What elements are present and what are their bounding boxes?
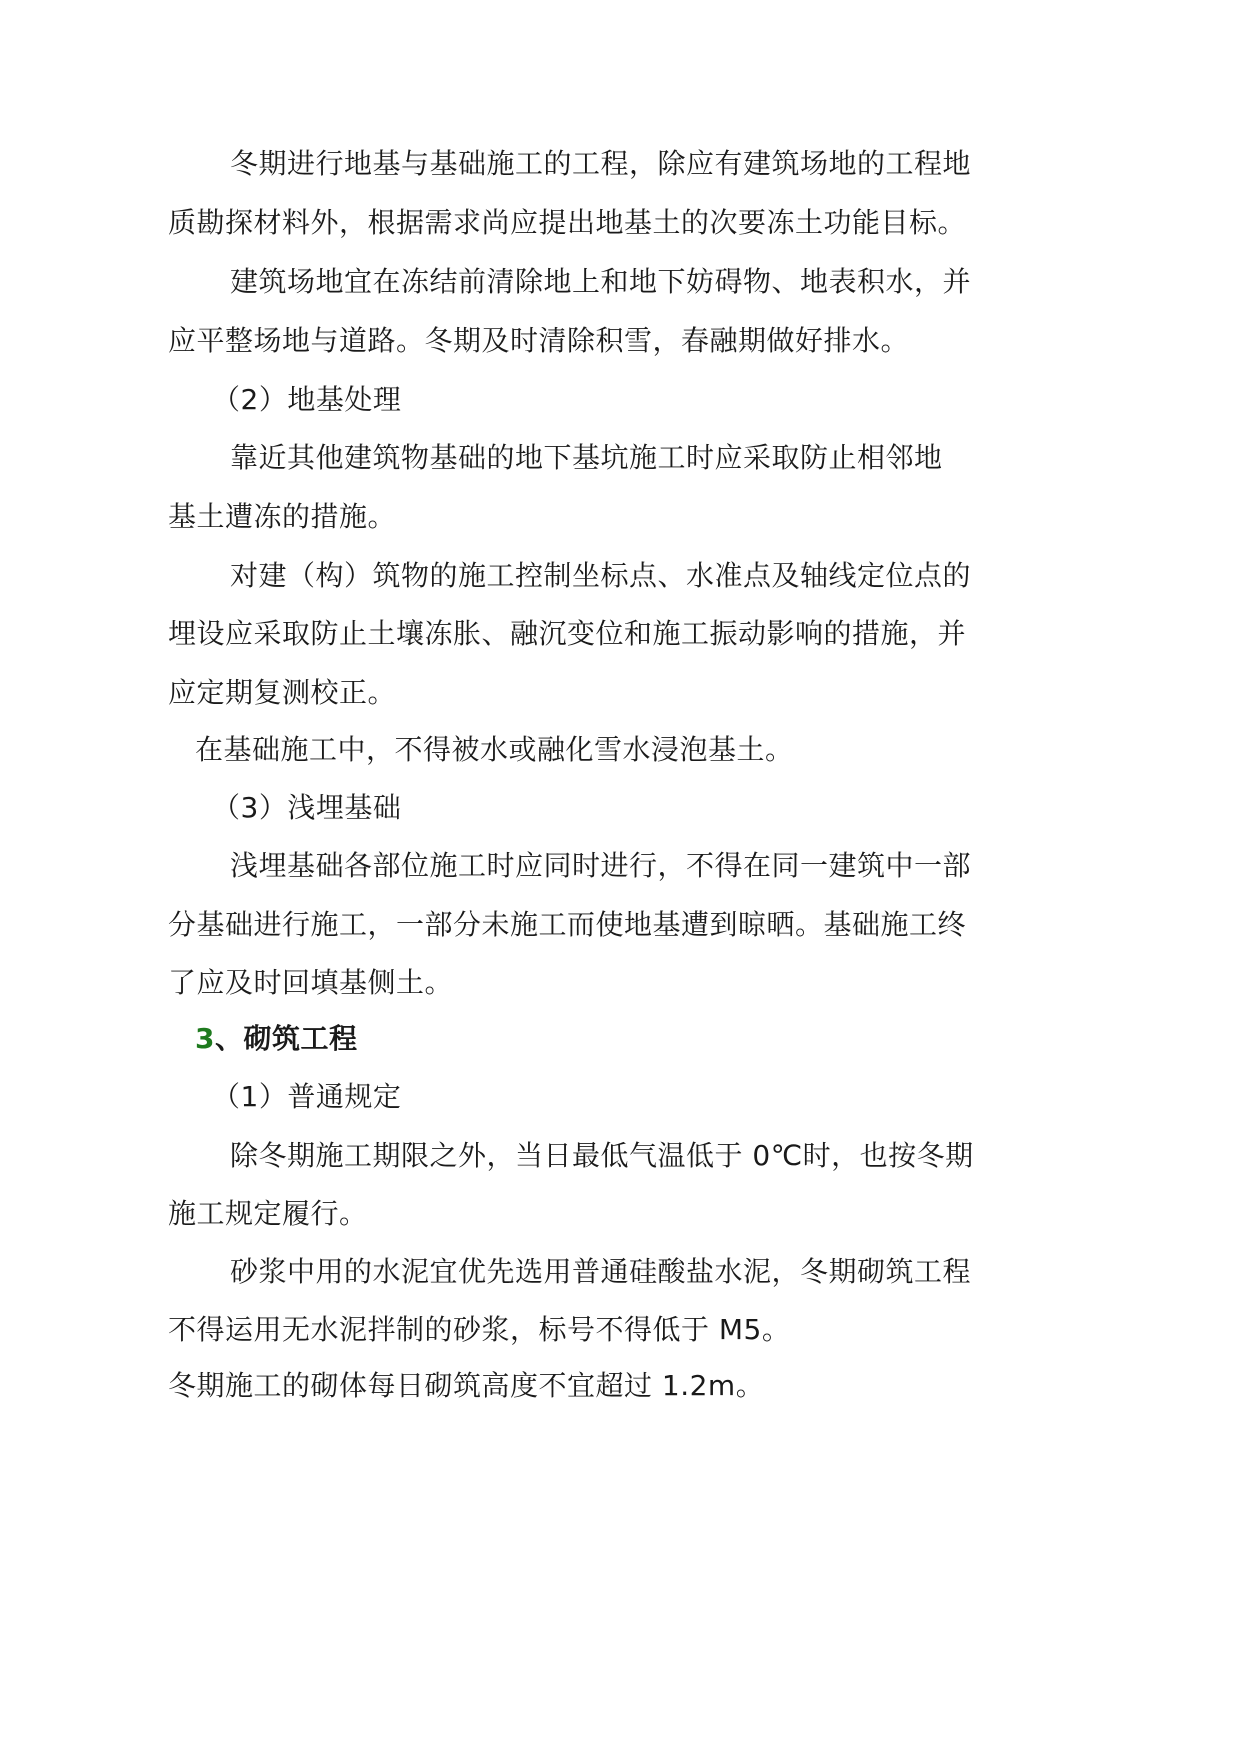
paragraph-line: 应定期复测校正。 (168, 676, 397, 709)
subheading-line: （3）浅埋基础 (212, 791, 402, 824)
paragraph-line: 分基础进行施工，一部分未施工而使地基遭到晾晒。基础施工终 (168, 908, 967, 941)
paragraph-line: 对建（构）筑物的施工控制坐标点、水准点及轴线定位点的 (230, 559, 972, 592)
paragraph-line: 质勘探材料外，根据需求尚应提出地基土的次要冻土功能目标。 (168, 206, 967, 239)
paragraph-line: 在基础施工中，不得被水或融化雪水浸泡基土。 (195, 733, 794, 766)
section-title: 、砌筑工程 (214, 1022, 358, 1055)
paragraph-line: 冬期进行地基与基础施工的工程，除应有建筑场地的工程地 (230, 147, 972, 180)
paragraph-line: 冬期施工的砌体每日砌筑高度不宜超过 1.2m。 (168, 1369, 765, 1402)
paragraph-line: 除冬期施工期限之外，当日最低气温低于 0℃时，也按冬期 (230, 1139, 974, 1172)
subheading-line: （2）地基处理 (212, 383, 402, 416)
section-heading (195, 1019, 358, 1059)
section-number: 3 (195, 1022, 215, 1055)
paragraph-line: 浅埋基础各部位施工时应同时进行，不得在同一建筑中一部 (230, 849, 972, 882)
paragraph-line: 靠近其他建筑物基础的地下基坑施工时应采取防止相邻地 (230, 441, 943, 474)
paragraph-line: 了应及时回填基侧土。 (168, 966, 454, 999)
subheading-line: （1）普通规定 (212, 1080, 402, 1113)
paragraph-line: 建筑场地宜在冻结前清除地上和地下妨碍物、地表积水，并 (230, 265, 972, 298)
paragraph-line: 施工规定履行。 (168, 1197, 368, 1230)
paragraph-line: 砂浆中用的水泥宜优先选用普通硅酸盐水泥，冬期砌筑工程 (230, 1255, 972, 1288)
paragraph-line: 不得运用无水泥拌制的砂浆，标号不得低于 M5。 (168, 1313, 791, 1346)
paragraph-line: 埋设应采取防止土壤冻胀、融沉变位和施工振动影响的措施，并 (168, 617, 967, 650)
paragraph-line: 应平整场地与道路。冬期及时清除积雪，春融期做好排水。 (168, 324, 910, 357)
paragraph-line: 基土遭冻的措施。 (168, 500, 397, 533)
